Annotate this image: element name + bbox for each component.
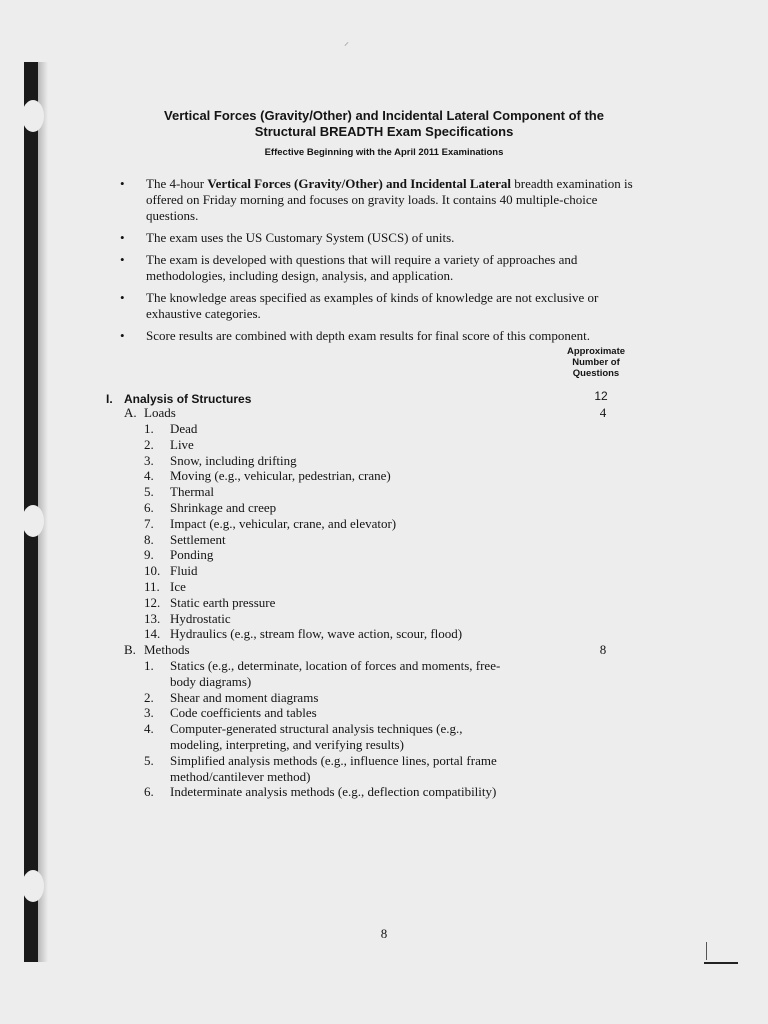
bullet-item: • The 4-hour Vertical Forces (Gravity/Other) and Incidental Lateral breadth examination is offered on Friday morning and focuses on gravity loads. It contains 40 multiple-choice questions.: [120, 176, 650, 224]
page-number: 8: [380, 926, 388, 941]
approx-questions-header: Approximate Number of Questions: [566, 346, 626, 379]
scan-mark: [704, 962, 738, 964]
list-item: 13. Hydrostatic: [144, 610, 231, 626]
punch-hole: [22, 870, 44, 902]
effective-date: Effective Beginning with the April 2011 Examinations: [264, 147, 504, 158]
list-item: 9. Ponding: [144, 547, 214, 563]
list-item: 10. Fluid: [144, 563, 198, 579]
section-heading: I. Analysis of Structures: [106, 392, 252, 406]
methods-question-count: 8: [599, 642, 607, 657]
loads-question-count: 4: [599, 405, 607, 420]
scan-speck: ⸝: [344, 37, 349, 48]
intro-bullet-list: [120, 176, 650, 350]
loads-list: [144, 421, 564, 642]
list-item: 4. Moving (e.g., vehicular, pedestrian, crane): [144, 468, 391, 484]
title-line-1: Vertical Forces (Gravity/Other) and Incidental Lateral Component of the: [164, 108, 604, 123]
list-item: 1. Statics (e.g., determinate, location of forces and moments, free-body diagrams): [144, 658, 501, 689]
list-item: 8. Settlement: [144, 531, 226, 547]
list-item: 2. Shear and moment diagrams: [144, 689, 319, 705]
list-item: 3. Snow, including drifting: [144, 452, 297, 468]
section-question-count: 12: [594, 389, 608, 403]
subsection-heading-methods: B. Methods: [124, 642, 190, 657]
list-item: 6. Shrinkage and creep: [144, 499, 277, 515]
list-item: 2. Live: [144, 436, 194, 452]
list-item: 12. Static earth pressure: [144, 594, 276, 610]
list-item: 6. Indeterminate analysis methods (e.g., deflection compatibility): [144, 784, 497, 800]
list-item: 4. Computer-generated structural analysis techniques (e.g., modeling, interpreting, and verifying results): [144, 721, 463, 752]
list-item: 14. Hydraulics (e.g., stream flow, wave action, scour, flood): [144, 626, 463, 642]
list-item: 5. Thermal: [144, 484, 215, 500]
bullet-item: • The exam is developed with questions that will require a variety of approaches and methodologies, including design, analysis, and application.: [120, 252, 650, 284]
subsection-heading-loads: A. Loads: [124, 405, 176, 420]
list-item: 5. Simplified analysis methods (e.g., influence lines, portal frame method/cantilever method): [144, 752, 497, 784]
list-item: 3. Code coefficients and tables: [144, 705, 317, 721]
punch-hole: [22, 505, 44, 537]
list-item: 1. Dead: [144, 421, 198, 436]
list-item: 7. Impact (e.g., vehicular, crane, and elevator): [144, 515, 397, 531]
bullet-item: • The knowledge areas specified as examples of kinds of knowledge are not exclusive or exhaustive categories.: [120, 290, 650, 322]
bullet-item: • The exam uses the US Customary System (USCS) of units.: [120, 230, 650, 246]
title-line-2: Structural BREADTH Exam Specifications: [254, 124, 514, 139]
list-item: 11. Ice: [144, 578, 186, 594]
scan-mark: [706, 942, 707, 960]
methods-list: [144, 658, 514, 800]
bullet-item: • Score results are combined with depth exam results for final score of this component.: [120, 328, 650, 344]
